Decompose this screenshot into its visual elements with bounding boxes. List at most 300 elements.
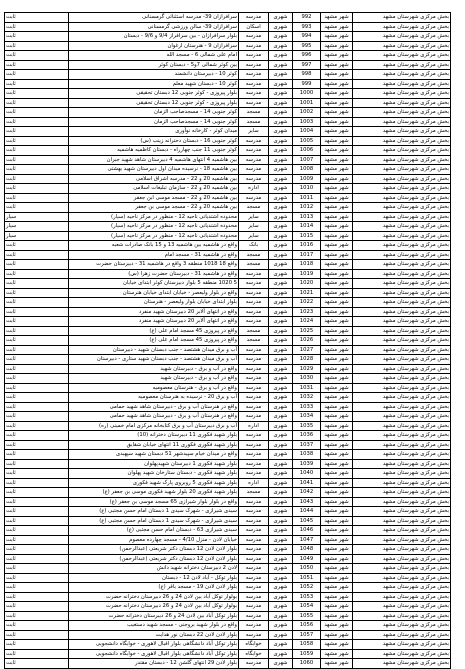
area-type-cell: شهری [269,222,293,232]
table-row [5,279,451,289]
region-cell: بخش مرکزی شهرستان مشهد [353,79,451,89]
usage-cell: مدرسه [239,298,269,308]
table-row [5,640,451,650]
table-row [5,507,451,517]
address-cell: واقع در بلوار شهید بروجنی - مسجد شهید دستغیب [69,621,239,631]
region-cell: بخش مرکزی شهرستان مشهد [353,13,451,23]
usage-cell: بانک [239,241,269,251]
city-cell: شهر مشهد [321,70,353,80]
area-type-cell: شهری [269,488,293,498]
row-number-cell: 1027 [293,345,321,355]
address-cell: بین هاشمیه 20 و 22 - مسجد موسی ابن جعفر [69,193,239,203]
table-row [5,630,451,640]
status-cell: ثابت [5,497,69,507]
area-type-cell: شهری [269,250,293,260]
area-type-cell: شهری [269,193,293,203]
row-number-cell: 1038 [293,450,321,460]
usage-cell: مسجد [239,108,269,118]
address-cell: واقع در هنرستان آب و برق - دبیرستان شاهد شهید حمامی [69,402,239,412]
table-row [5,573,451,583]
usage-cell: مدرسه [239,564,269,574]
table-row [5,345,451,355]
area-type-cell: شهری [269,108,293,118]
area-type-cell: شهری [269,269,293,279]
status-cell: ثابت [5,421,69,431]
region-cell: بخش مرکزی شهرستان مشهد [353,640,451,650]
row-number-cell: 1058 [293,640,321,650]
address-cell: بلوار توکل - آباد لادن 12 - دبستان [69,573,239,583]
address-cell: سیدی شیرازی - شهرک سیدی 1 دبستان امام حسن مجتبی (ع) [69,507,239,517]
area-type-cell: شهری [269,241,293,251]
address-cell: واقع در آب و برق - هنرستان معصومیه [69,383,239,393]
status-cell: ثابت [5,640,69,650]
usage-cell: مسجد [239,250,269,260]
area-type-cell: شهری [269,383,293,393]
usage-cell: مدرسه [239,412,269,422]
city-cell: شهر مشهد [321,250,353,260]
region-cell: بخش مرکزی شهرستان مشهد [353,450,451,460]
row-number-cell: 1008 [293,165,321,175]
city-cell: شهر مشهد [321,117,353,127]
row-number-cell: 1037 [293,440,321,450]
table-row [5,440,451,450]
row-number-cell: 1025 [293,326,321,336]
city-cell: شهر مشهد [321,488,353,498]
address-cell: آب و برق میدان هشتصد - جنب دبستان شهید ستاری - دبیرستان [69,355,239,365]
area-type-cell: شهری [269,184,293,194]
status-cell: سیار [5,231,69,241]
status-cell: ثابت [5,431,69,441]
area-type-cell: شهری [269,146,293,156]
city-cell: شهر مشهد [321,51,353,61]
usage-cell: مدرسه [239,355,269,365]
city-cell: شهر مشهد [321,298,353,308]
area-type-cell: شهری [269,583,293,593]
status-cell: ثابت [5,136,69,146]
row-number-cell: 992 [293,13,321,23]
status-cell: ثابت [5,393,69,403]
status-cell: ثابت [5,364,69,374]
table-row [5,222,451,232]
city-cell: شهر مشهد [321,98,353,108]
row-number-cell: 1039 [293,459,321,469]
row-number-cell: 998 [293,70,321,80]
usage-cell: مدرسه [239,393,269,403]
address-cell: واقع در هاشمیه بین هاشمیه 13 و 15 بانک صادرات شعبه [69,241,239,251]
address-cell: بلوار ابتدای خیابان بلوار ولیعصر - هنرستان [69,298,239,308]
usage-cell: مدرسه [239,383,269,393]
area-type-cell: شهری [269,22,293,32]
status-cell: ثابت [5,108,69,118]
region-cell: بخش مرکزی شهرستان مشهد [353,516,451,526]
region-cell: بخش مرکزی شهرستان مشهد [353,402,451,412]
status-cell: ثابت [5,412,69,422]
area-type-cell: شهری [269,136,293,146]
row-number-cell: 1020 [293,279,321,289]
city-cell: شهر مشهد [321,260,353,270]
usage-cell: مدرسه [239,269,269,279]
address-cell: امام علی شمالی 6 - مسجد الله [69,51,239,61]
status-cell: ثابت [5,288,69,298]
usage-cell: مدرسه [239,573,269,583]
usage-cell: اداره [239,184,269,194]
city-cell: شهر مشهد [321,374,353,384]
city-cell: شهر مشهد [321,203,353,213]
region-cell: بخش مرکزی شهرستان مشهد [353,469,451,479]
table-row [5,174,451,184]
address-cell: بولوار توکل آباد بین لادن 24 و 26 دبیرستان دخترانه حضرت [69,602,239,612]
region-cell: بخش مرکزی شهرستان مشهد [353,307,451,317]
table-row [5,60,451,70]
usage-cell: سایر [239,222,269,232]
status-cell: ثابت [5,60,69,70]
region-cell: بخش مرکزی شهرستان مشهد [353,165,451,175]
region-cell: بخش مرکزی شهرستان مشهد [353,212,451,222]
area-type-cell: شهری [269,640,293,650]
status-cell: ثابت [5,573,69,583]
region-cell: بخش مرکزی شهرستان مشهد [353,535,451,545]
usage-cell: مسجد [239,260,269,270]
status-cell: سیار [5,222,69,232]
usage-cell: مدرسه [239,554,269,564]
usage-cell: مدرسه [239,583,269,593]
table-row [5,583,451,593]
usage-cell: مدرسه [239,146,269,156]
row-number-cell: 1024 [293,317,321,327]
city-cell: شهر مشهد [321,535,353,545]
address-cell: واقع در انتهای آلابر 20 دبیرستان شهید منفرد [69,307,239,317]
usage-cell: مدرسه [239,41,269,51]
region-cell: بخش مرکزی شهرستان مشهد [353,241,451,251]
city-cell: شهر مشهد [321,127,353,137]
city-cell: شهر مشهد [321,355,353,365]
table-row [5,535,451,545]
table-row [5,497,451,507]
table-row [5,374,451,384]
city-cell: شهر مشهد [321,630,353,640]
status-cell: ثابت [5,32,69,42]
row-number-cell: 1015 [293,231,321,241]
table-row [5,269,451,279]
address-cell: 5 1020 منطقه 5 بلوار دبیرستان کوثر ابتدای خیابان [69,279,239,289]
address-cell: خیابان لادن - منزل 4/10 - مسجد چهارده معصوم [69,535,239,545]
city-cell: شهر مشهد [321,545,353,555]
row-number-cell: 1002 [293,108,321,118]
usage-cell: مدرسه [239,450,269,460]
region-cell: بخش مرکزی شهرستان مشهد [353,421,451,431]
city-cell: شهر مشهد [321,640,353,650]
status-cell: ثابت [5,174,69,184]
address-cell: واقع در انتهای آلابر 20 دبیرستان شهید منفرد [69,317,239,327]
area-type-cell: شهری [269,592,293,602]
city-cell: شهر مشهد [321,659,353,669]
status-cell: ثابت [5,260,69,270]
table-row [5,136,451,146]
table-row [5,22,451,32]
table-row [5,98,451,108]
usage-cell: مدرسه [239,621,269,631]
region-cell: بخش مرکزی شهرستان مشهد [353,583,451,593]
area-type-cell: شهری [269,41,293,51]
usage-cell: مدرسه [239,288,269,298]
table-row [5,478,451,488]
usage-cell: مدرسه [239,602,269,612]
table-row [5,421,451,431]
row-number-cell: 1036 [293,431,321,441]
address-cell: بولوار توکل آباد بین لادن 24 و 26 دبیرستان دخترانه حضرت [69,592,239,602]
area-type-cell: شهری [269,98,293,108]
row-number-cell: 1047 [293,535,321,545]
table-row [5,108,451,118]
table-row [5,184,451,194]
city-cell: شهر مشهد [321,621,353,631]
area-type-cell: شهری [269,602,293,612]
city-cell: شهر مشهد [321,41,353,51]
city-cell: شهر مشهد [321,345,353,355]
region-cell: بخش مرکزی شهرستان مشهد [353,203,451,213]
city-cell: شهر مشهد [321,89,353,99]
address-cell: واقع 18 1018 منطقه 3 واقع در هاشمیه 31 - دبیرستان حضرت [69,260,239,270]
row-number-cell: 1011 [293,193,321,203]
row-number-cell: 1000 [293,89,321,99]
table-row [5,117,451,127]
row-number-cell: 999 [293,79,321,89]
address-cell: کوثر جنوبی 14 - مسجدصاحب الزمان [69,117,239,127]
region-cell: بخش مرکزی شهرستان مشهد [353,326,451,336]
row-number-cell: 1013 [293,212,321,222]
status-cell: ثابت [5,583,69,593]
address-cell: آب و برق دبیرستان آب و برق کتابخانه مرکزی امام خمینی (ره) [69,421,239,431]
status-cell: ثابت [5,554,69,564]
region-cell: بخش مرکزی شهرستان مشهد [353,564,451,574]
area-type-cell: شهری [269,564,293,574]
city-cell: شهر مشهد [321,592,353,602]
region-cell: بخش مرکزی شهرستان مشهد [353,317,451,327]
row-number-cell: 1052 [293,583,321,593]
table-row [5,146,451,156]
status-cell: ثابت [5,22,69,32]
area-type-cell: شهری [269,659,293,669]
city-cell: شهر مشهد [321,32,353,42]
row-number-cell: 1040 [293,469,321,479]
usage-cell: خوابگاه [239,649,269,659]
region-cell: بخش مرکزی شهرستان مشهد [353,526,451,536]
table-row [5,13,451,23]
row-number-cell: 1021 [293,288,321,298]
table-row [5,326,451,336]
region-cell: بخش مرکزی شهرستان مشهد [353,659,451,669]
row-number-cell: 1051 [293,573,321,583]
area-type-cell: شهری [269,32,293,42]
region-cell: بخش مرکزی شهرستان مشهد [353,621,451,631]
status-cell: ثابت [5,545,69,555]
usage-cell: مسجد [239,326,269,336]
region-cell: بخش مرکزی شهرستان مشهد [353,193,451,203]
usage-cell: مدرسه [239,630,269,640]
usage-cell: مدرسه [239,545,269,555]
table-row [5,193,451,203]
area-type-cell: شهری [269,440,293,450]
usage-cell: اداره [239,478,269,488]
usage-cell: مدرسه [239,174,269,184]
status-cell: ثابت [5,535,69,545]
status-cell: ثابت [5,155,69,165]
address-cell: کوثر جنوبی 11 جنب چهارراه - دبستان کاظمیه هاشمیه [69,146,239,156]
address-cell: بلوار توکل آباد دانشگاهی بلوار اقبال لاهوری - خوابگاه دانشجویی [69,640,239,650]
status-cell: ثابت [5,592,69,602]
address-cell: واقع در بلوار ولیعصر - خیابان ابتدای خیابان هنرستان [69,288,239,298]
status-cell: ثابت [5,336,69,346]
status-cell: ثابت [5,279,69,289]
status-cell: ثابت [5,165,69,175]
table-row [5,469,451,479]
status-cell: ثابت [5,440,69,450]
area-type-cell: شهری [269,355,293,365]
region-cell: بخش مرکزی شهرستان مشهد [353,545,451,555]
row-number-cell: 1017 [293,250,321,260]
region-cell: بخش مرکزی شهرستان مشهد [353,573,451,583]
address-cell: بلوار پیروزی - کوثر جنوبی 12 دبستان تحقیقی [69,98,239,108]
row-number-cell: 993 [293,22,321,32]
city-cell: شهر مشهد [321,155,353,165]
status-cell: ثابت [5,383,69,393]
address-cell: سرافرازان 9 - هنرستان ارغوان [69,41,239,51]
address-cell: سرافرازان 39- مدرسه استثنائی گرمسنانی [69,13,239,23]
address-cell: واقع در آب و برق - دبیرستان شهید [69,374,239,384]
row-number-cell: 1055 [293,611,321,621]
row-number-cell: 1004 [293,127,321,137]
row-number-cell: 1018 [293,260,321,270]
city-cell: شهر مشهد [321,13,353,23]
address-cell: واقع در پیروزی 45 مسجد امام علی (ع) [69,326,239,336]
table-row [5,155,451,165]
table-row [5,545,451,555]
region-cell: بخش مرکزی شهرستان مشهد [353,288,451,298]
table-row [5,564,451,574]
status-cell: ثابت [5,51,69,61]
usage-cell: مدرسه [239,345,269,355]
city-cell: شهر مشهد [321,212,353,222]
usage-cell: مدرسه [239,497,269,507]
city-cell: شهر مشهد [321,336,353,346]
region-cell: بخش مرکزی شهرستان مشهد [353,364,451,374]
row-number-cell: 1033 [293,402,321,412]
city-cell: شهر مشهد [321,108,353,118]
address-cell: بلوار توکل آباد بین لادن 24 و 26 دبیرستان دخترانه حضرت [69,611,239,621]
region-cell: بخش مرکزی شهرستان مشهد [353,554,451,564]
region-cell: بخش مرکزی شهرستان مشهد [353,649,451,659]
city-cell: شهر مشهد [321,79,353,89]
address-cell: آب و برق 20 - نرسیده به هنرستان معصومیه [69,393,239,403]
status-cell: ثابت [5,269,69,279]
region-cell: بخش مرکزی شهرستان مشهد [353,412,451,422]
status-cell: ثابت [5,602,69,612]
address-cell: لادن 2 دبیرستان دخترانه شهید دانش [69,564,239,574]
area-type-cell: شهری [269,288,293,298]
usage-cell: مدرسه [239,165,269,175]
row-number-cell: 994 [293,32,321,42]
table-row [5,554,451,564]
address-cell: محدوده اشتدیانی ناحیه 12 - منظور در مرکز ناحیه (سیار) [69,222,239,232]
area-type-cell: شهری [269,573,293,583]
city-cell: شهر مشهد [321,241,353,251]
address-cell: بلوار لادن لادن 19 - مسجد باقر (ع) [69,583,239,593]
region-cell: بخش مرکزی شهرستان مشهد [353,393,451,403]
table-row [5,231,451,241]
area-type-cell: شهری [269,469,293,479]
usage-cell: مدرسه [239,592,269,602]
row-number-cell: 1034 [293,412,321,422]
row-number-cell: 1042 [293,488,321,498]
table-row [5,516,451,526]
row-number-cell: 1001 [293,98,321,108]
table-row [5,355,451,365]
area-type-cell: شهری [269,51,293,61]
address-cell: محدوده اشتدیانی ناحیه 12 - منظور در مرکز ناحیه (سیار) [69,212,239,222]
usage-cell: مدرسه [239,535,269,545]
status-cell: ثابت [5,345,69,355]
row-number-cell: 1053 [293,592,321,602]
usage-cell: مدرسه [239,440,269,450]
table-row [5,41,451,51]
region-cell: بخش مرکزی شهرستان مشهد [353,108,451,118]
region-cell: بخش مرکزی شهرستان مشهد [353,32,451,42]
row-number-cell: 1010 [293,184,321,194]
usage-cell: مدرسه [239,60,269,70]
row-number-cell: 1045 [293,516,321,526]
region-cell: بخش مرکزی شهرستان مشهد [353,459,451,469]
address-cell: سرافرازان 39- سالن ورزشی گرمسنانی [69,22,239,32]
address-cell: واقع در بلوار بلوار شیرازی 65 مسجد موسی بن جعفر (ع) [69,497,239,507]
region-cell: بخش مرکزی شهرستان مشهد [353,269,451,279]
region-cell: بخش مرکزی شهرستان مشهد [353,478,451,488]
table-row [5,336,451,346]
address-cell: بلوار شهید فکوری فکوری 11 انتهای خیابان شقایق [69,440,239,450]
city-cell: شهر مشهد [321,184,353,194]
area-type-cell: شهری [269,13,293,23]
usage-cell: مدرسه [239,317,269,327]
usage-cell: مدرسه [239,526,269,536]
city-cell: شهر مشهد [321,402,353,412]
usage-cell: مسجد [239,336,269,346]
area-type-cell: شهری [269,279,293,289]
usage-cell: مدرسه [239,51,269,61]
region-cell: بخش مرکزی شهرستان مشهد [353,592,451,602]
region-cell: بخش مرکزی شهرستان مشهد [353,488,451,498]
city-cell: شهر مشهد [321,478,353,488]
city-cell: شهر مشهد [321,288,353,298]
area-type-cell: شهری [269,535,293,545]
region-cell: بخش مرکزی شهرستان مشهد [353,250,451,260]
region-cell: بخش مرکزی شهرستان مشهد [353,383,451,393]
row-number-cell: 1006 [293,146,321,156]
area-type-cell: شهری [269,526,293,536]
table-row [5,317,451,327]
area-type-cell: شهری [269,450,293,460]
table-row [5,412,451,422]
city-cell: شهر مشهد [321,222,353,232]
row-number-cell: 1060 [293,659,321,669]
address-cell: بلوار توکل آباد دانشگاهی بلوار اقبال لاهوری - خوابگاه دانشجویی [69,649,239,659]
city-cell: شهر مشهد [321,469,353,479]
status-cell: ثابت [5,374,69,384]
row-number-cell: 1049 [293,554,321,564]
row-number-cell: 996 [293,51,321,61]
table-row [5,393,451,403]
area-type-cell: شهری [269,497,293,507]
usage-cell: مدرسه [239,136,269,146]
city-cell: شهر مشهد [321,583,353,593]
